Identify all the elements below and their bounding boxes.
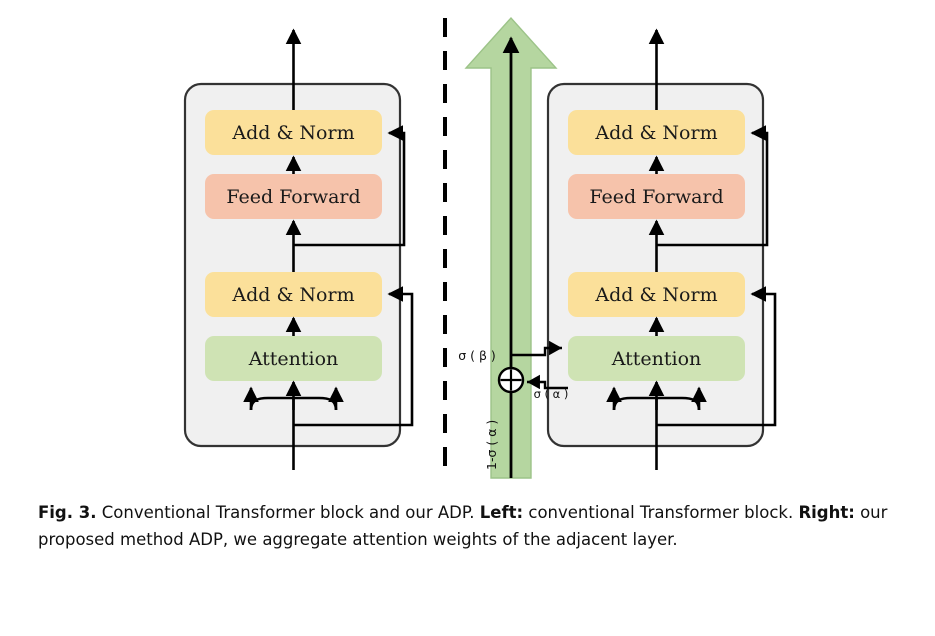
right-panel-group xyxy=(548,30,775,470)
left-panel-group xyxy=(185,30,412,470)
caption-text-1: Conventional Transformer block and our ADP. xyxy=(96,503,480,522)
beta-gate-label: σ ( β ) xyxy=(458,348,496,363)
right-add-norm-top-label: Add & Norm xyxy=(595,122,718,144)
figure-caption xyxy=(38,500,898,553)
caption-left-label: Left: xyxy=(479,503,524,522)
left-attention-label: Attention xyxy=(248,348,339,370)
alpha-gate-label: σ ( α ) xyxy=(533,387,569,401)
caption-right-label: Right: xyxy=(798,503,855,522)
caption-text-3: our proposed method ADP, we aggregate attention weights of the adjacent layer. xyxy=(38,503,888,549)
right-add-norm-bottom-label: Add & Norm xyxy=(595,284,718,306)
left-add-norm-top-label: Add & Norm xyxy=(232,122,355,144)
left-feed-forward-label: Feed Forward xyxy=(226,186,361,208)
caption-figure-number: Fig. 3. xyxy=(38,503,97,522)
residual-gate-label: 1-σ ( α ) xyxy=(484,419,499,470)
caption-text-2: conventional Transformer block. xyxy=(523,503,799,522)
left-add-norm-bottom-label: Add & Norm xyxy=(232,284,355,306)
right-attention-label: Attention xyxy=(611,348,702,370)
right-feed-forward-label: Feed Forward xyxy=(589,186,724,208)
